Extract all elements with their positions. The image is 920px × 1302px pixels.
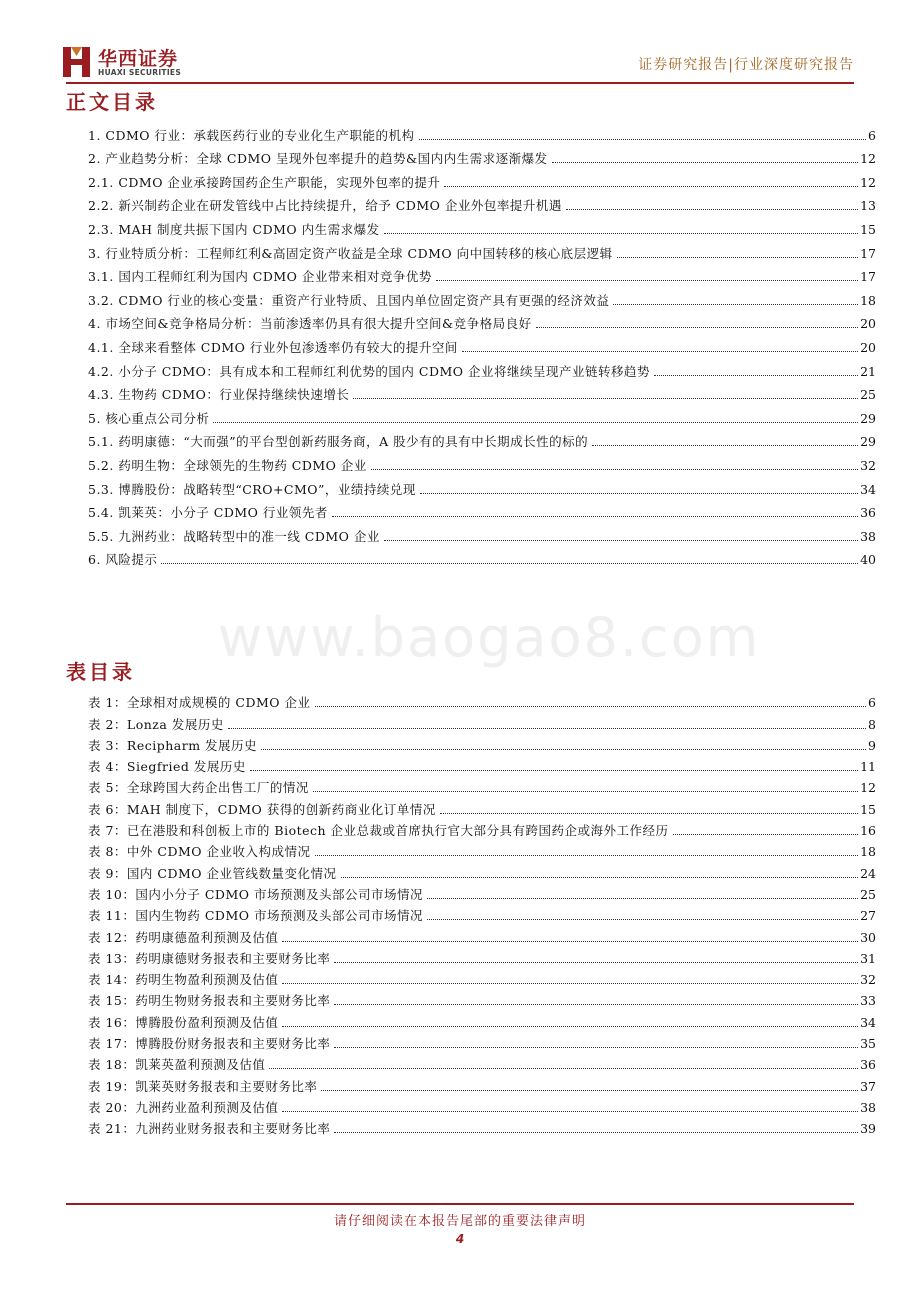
table-entry[interactable] bbox=[88, 946, 876, 967]
table-entry[interactable] bbox=[88, 754, 876, 775]
table-entry-label: 表 18：凯莱英盈利预测及估值 bbox=[88, 1057, 266, 1073]
toc-entry-page: 18 bbox=[860, 292, 876, 308]
table-entry[interactable] bbox=[88, 988, 876, 1009]
table-entry-label: 表 9：国内 CDMO 企业管线数量变化情况 bbox=[88, 865, 337, 881]
table-entry-page: 11 bbox=[860, 759, 876, 775]
toc-entry-label: 4.1. 全球来看整体 CDMO 行业外包渗透率仍有较大的提升空间 bbox=[88, 339, 458, 355]
table-entry-page: 6 bbox=[868, 695, 876, 711]
table-entry-page: 38 bbox=[860, 1099, 876, 1115]
toc-entry-label: 3. 行业特质分析：工程师红利&高固定资产收益是全球 CDMO 向中国转移的核心底层逻辑 bbox=[88, 245, 613, 261]
dot-leader bbox=[427, 919, 858, 920]
dot-leader bbox=[334, 1004, 858, 1005]
toc-entry[interactable] bbox=[88, 262, 876, 286]
table-entry-label: 表 1：全球相对成规模的 CDMO 企业 bbox=[88, 695, 311, 711]
dot-leader bbox=[427, 898, 858, 899]
table-entry-label: 表 14：药明生物盈利预测及估值 bbox=[88, 972, 279, 988]
toc-entry-page: 21 bbox=[860, 363, 876, 379]
dot-leader bbox=[334, 1047, 858, 1048]
table-entry[interactable] bbox=[88, 924, 876, 945]
toc-entry-label: 2.1. CDMO 企业承接跨国药企生产职能，实现外包率的提升 bbox=[88, 174, 441, 190]
company-logo bbox=[62, 44, 192, 80]
toc-entry-page: 17 bbox=[860, 245, 876, 261]
dot-leader bbox=[315, 706, 867, 707]
table-entry-page: 30 bbox=[860, 929, 876, 945]
toc-entry-page: 36 bbox=[860, 505, 876, 521]
dot-leader bbox=[462, 351, 858, 352]
table-entry[interactable] bbox=[88, 1073, 876, 1094]
watermark: www.baogao8.com bbox=[218, 606, 761, 669]
dot-leader bbox=[269, 1068, 858, 1069]
toc-entry[interactable] bbox=[88, 309, 876, 333]
dot-leader bbox=[315, 855, 859, 856]
table-entry[interactable] bbox=[88, 733, 876, 754]
dot-leader bbox=[436, 280, 858, 281]
toc-entry-label: 1. CDMO 行业：承载医药行业的专业化生产职能的机构 bbox=[88, 127, 415, 143]
dot-leader bbox=[654, 375, 858, 376]
dot-leader bbox=[282, 941, 858, 942]
dot-leader bbox=[161, 563, 858, 564]
toc-entry[interactable] bbox=[88, 285, 876, 309]
toc-entry-page: 40 bbox=[860, 552, 876, 568]
dot-leader bbox=[282, 983, 858, 984]
toc-entry[interactable] bbox=[88, 191, 876, 215]
toc-entry-page: 15 bbox=[860, 221, 876, 237]
table-entry[interactable] bbox=[88, 796, 876, 817]
table-entry[interactable] bbox=[88, 1116, 876, 1137]
table-entry[interactable] bbox=[88, 839, 876, 860]
table-entry-label: 表 5：全球跨国大药企出售工厂的情况 bbox=[88, 780, 309, 796]
dot-leader bbox=[341, 877, 859, 878]
table-entry-page: 31 bbox=[860, 950, 876, 966]
dot-leader bbox=[440, 813, 858, 814]
toc-entry-page: 29 bbox=[860, 410, 876, 426]
table-entry[interactable] bbox=[88, 775, 876, 796]
table-entry[interactable] bbox=[88, 1009, 876, 1030]
table-entry-page: 34 bbox=[860, 1014, 876, 1030]
toc-entry-label: 5.2. 药明生物：全球领先的生物药 CDMO 企业 bbox=[88, 457, 367, 473]
table-entry-page: 16 bbox=[860, 823, 876, 839]
logo-chinese-name: 华西证券 bbox=[98, 48, 179, 70]
table-entry-page: 8 bbox=[868, 716, 876, 732]
toc-entry-label: 4.3. 生物药 CDMO：行业保持继续快速增长 bbox=[88, 387, 350, 403]
table-entry-label: 表 16：博腾股份盈利预测及估值 bbox=[88, 1014, 279, 1030]
list-of-tables bbox=[88, 690, 876, 1137]
table-of-contents bbox=[88, 120, 876, 568]
table-entry-label: 表 13：药明康德财务报表和主要财务比率 bbox=[88, 950, 331, 966]
toc-entry-page: 20 bbox=[860, 339, 876, 355]
toc-entry-page: 29 bbox=[860, 434, 876, 450]
table-entry-label: 表 3：Recipharm 发展历史 bbox=[88, 737, 258, 753]
dot-leader bbox=[250, 770, 858, 771]
table-entry-label: 表 8：中外 CDMO 企业收入构成情况 bbox=[88, 844, 311, 860]
toc-entry[interactable] bbox=[88, 380, 876, 404]
toc-entry-page: 6 bbox=[868, 127, 876, 143]
table-entry-label: 表 7：已在港股和科创板上市的 Biotech 企业总裁或首席执行官大部分具有跨国药企或海外工作经历 bbox=[88, 823, 669, 839]
dot-leader bbox=[321, 1090, 858, 1091]
toc-entry[interactable] bbox=[88, 450, 876, 474]
table-entry-page: 36 bbox=[860, 1057, 876, 1073]
dot-leader bbox=[334, 962, 858, 963]
dot-leader bbox=[419, 139, 867, 140]
toc-entry[interactable] bbox=[88, 144, 876, 168]
toc-entry[interactable] bbox=[88, 474, 876, 498]
toc-entry[interactable] bbox=[88, 403, 876, 427]
toc-entry-page: 20 bbox=[860, 316, 876, 332]
dot-leader bbox=[617, 257, 858, 258]
dot-leader bbox=[613, 304, 858, 305]
table-entry-label: 表 12：药明康德盈利预测及估值 bbox=[88, 929, 279, 945]
toc-entry[interactable] bbox=[88, 238, 876, 262]
table-entry[interactable] bbox=[88, 903, 876, 924]
toc-section-title: 正文目录 bbox=[66, 90, 158, 114]
toc-entry[interactable] bbox=[88, 356, 876, 380]
dot-leader bbox=[313, 791, 858, 792]
report-type-label: 证券研究报告|行业深度研究报告 bbox=[638, 57, 854, 73]
toc-entry-label: 3.2. CDMO 行业的核心变量：重资产行业特质、且国内单位固定资产具有更强的经济效益 bbox=[88, 292, 610, 308]
table-entry-label: 表 20：九洲药业盈利预测及估值 bbox=[88, 1099, 279, 1115]
table-entry-page: 9 bbox=[868, 737, 876, 753]
table-entry-page: 27 bbox=[860, 908, 876, 924]
header-divider bbox=[66, 82, 854, 84]
table-entry[interactable] bbox=[88, 1052, 876, 1073]
legal-notice: 请仔细阅读在本报告尾部的重要法律声明 bbox=[333, 1214, 586, 1229]
toc-entry-label: 2.2. 新兴制药企业在研发管线中占比持续提升，给予 CDMO 企业外包率提升机遇 bbox=[88, 198, 562, 214]
page-number: 4 bbox=[455, 1232, 465, 1246]
footer-divider bbox=[66, 1203, 854, 1205]
table-entry[interactable] bbox=[88, 711, 876, 732]
toc-entry-label: 5.5. 九洲药业：战略转型中的准一线 CDMO 企业 bbox=[88, 528, 380, 544]
table-entry-page: 24 bbox=[860, 865, 876, 881]
toc-entry-label: 4.2. 小分子 CDMO：具有成本和工程师红利优势的国内 CDMO 企业将继续呈现产业链转移趋势 bbox=[88, 363, 651, 379]
toc-entry-page: 34 bbox=[860, 481, 876, 497]
table-entry[interactable] bbox=[88, 1095, 876, 1116]
table-entry-page: 35 bbox=[860, 1036, 876, 1052]
dot-leader bbox=[566, 209, 858, 210]
toc-entry[interactable] bbox=[88, 521, 876, 545]
toc-entry-label: 6. 风险提示 bbox=[88, 552, 158, 568]
toc-entry[interactable] bbox=[88, 214, 876, 238]
page-header bbox=[0, 0, 920, 86]
toc-entry[interactable] bbox=[88, 332, 876, 356]
dot-leader bbox=[384, 540, 858, 541]
table-entry-label: 表 19：凯莱英财务报表和主要财务比率 bbox=[88, 1078, 318, 1094]
table-entry-page: 33 bbox=[860, 993, 876, 1009]
table-entry[interactable] bbox=[88, 818, 876, 839]
table-entry-label: 表 6：MAH 制度下，CDMO 获得的创新药商业化订单情况 bbox=[88, 801, 436, 817]
huaxi-logo-icon bbox=[62, 44, 92, 78]
table-entry-label: 表 17：博腾股份财务报表和主要财务比率 bbox=[88, 1036, 331, 1052]
table-entry-label: 表 11：国内生物药 CDMO 市场预测及头部公司市场情况 bbox=[88, 908, 423, 924]
dot-leader bbox=[334, 1132, 858, 1133]
toc-entry-label: 4. 市场空间&竞争格局分析：当前渗透率仍具有很大提升空间&竞争格局良好 bbox=[88, 316, 532, 332]
toc-entry-label: 5. 核心重点公司分析 bbox=[88, 410, 210, 426]
dot-leader bbox=[282, 1111, 858, 1112]
table-entry-page: 32 bbox=[860, 972, 876, 988]
table-entry[interactable] bbox=[88, 860, 876, 881]
table-entry-page: 12 bbox=[860, 780, 876, 796]
table-entry-label: 表 4：Siegfried 发展历史 bbox=[88, 759, 246, 775]
dot-leader bbox=[592, 445, 858, 446]
table-entry-page: 18 bbox=[860, 844, 876, 860]
toc-entry-label: 5.4. 凯莱英：小分子 CDMO 行业领先者 bbox=[88, 505, 328, 521]
table-entry[interactable] bbox=[88, 882, 876, 903]
toc-entry-label: 5.1. 药明康德：“大而强”的平台型创新药服务商，A 股少有的具有中长期成长性的标的 bbox=[88, 434, 589, 450]
toc-entry-label: 3.1. 国内工程师红利为国内 CDMO 企业带来相对竞争优势 bbox=[88, 269, 432, 285]
table-entry-page: 37 bbox=[860, 1078, 876, 1094]
toc-entry-page: 32 bbox=[860, 457, 876, 473]
dot-leader bbox=[332, 516, 858, 517]
dot-leader bbox=[384, 233, 858, 234]
toc-entry-page: 12 bbox=[860, 174, 876, 190]
dot-leader bbox=[420, 493, 858, 494]
table-entry-label: 表 10：国内小分子 CDMO 市场预测及头部公司市场情况 bbox=[88, 886, 423, 902]
dot-leader bbox=[444, 186, 858, 187]
toc-entry-page: 17 bbox=[860, 269, 876, 285]
toc-entry-page: 38 bbox=[860, 528, 876, 544]
toc-entry[interactable] bbox=[88, 498, 876, 522]
dot-leader bbox=[282, 1026, 858, 1027]
toc-entry[interactable] bbox=[88, 167, 876, 191]
toc-entry[interactable] bbox=[88, 427, 876, 451]
logo-english-name: HUAXI SECURITIES bbox=[98, 68, 182, 77]
toc-entry[interactable] bbox=[88, 545, 876, 569]
dot-leader bbox=[371, 469, 858, 470]
dot-leader bbox=[552, 162, 858, 163]
table-entry-label: 表 21：九洲药业财务报表和主要财务比率 bbox=[88, 1121, 331, 1137]
dot-leader bbox=[536, 327, 858, 328]
toc-entry-page: 12 bbox=[860, 151, 876, 167]
dot-leader bbox=[353, 398, 858, 399]
toc-entry-label: 2.3. MAH 制度共振下国内 CDMO 内生需求爆发 bbox=[88, 221, 380, 237]
toc-entry-page: 13 bbox=[860, 198, 876, 214]
table-entry[interactable] bbox=[88, 1031, 876, 1052]
table-entry[interactable] bbox=[88, 967, 876, 988]
table-entry[interactable] bbox=[88, 690, 876, 711]
tables-section-title: 表目录 bbox=[66, 660, 135, 684]
toc-entry-page: 25 bbox=[860, 387, 876, 403]
table-entry-page: 39 bbox=[860, 1121, 876, 1137]
toc-entry-label: 2. 产业趋势分析：全球 CDMO 呈现外包率提升的趋势&国内内生需求逐渐爆发 bbox=[88, 151, 548, 167]
dot-leader bbox=[228, 728, 866, 729]
table-entry-label: 表 2：Lonza 发展历史 bbox=[88, 716, 224, 732]
table-entry-label: 表 15：药明生物财务报表和主要财务比率 bbox=[88, 993, 331, 1009]
dot-leader bbox=[261, 749, 866, 750]
table-entry-page: 25 bbox=[860, 886, 876, 902]
toc-entry-label: 5.3. 博腾股份：战略转型“CRO+CMO”，业绩持续兑现 bbox=[88, 481, 416, 497]
dot-leader bbox=[673, 834, 859, 835]
table-entry-page: 15 bbox=[860, 801, 876, 817]
dot-leader bbox=[213, 422, 858, 423]
toc-entry[interactable] bbox=[88, 120, 876, 144]
